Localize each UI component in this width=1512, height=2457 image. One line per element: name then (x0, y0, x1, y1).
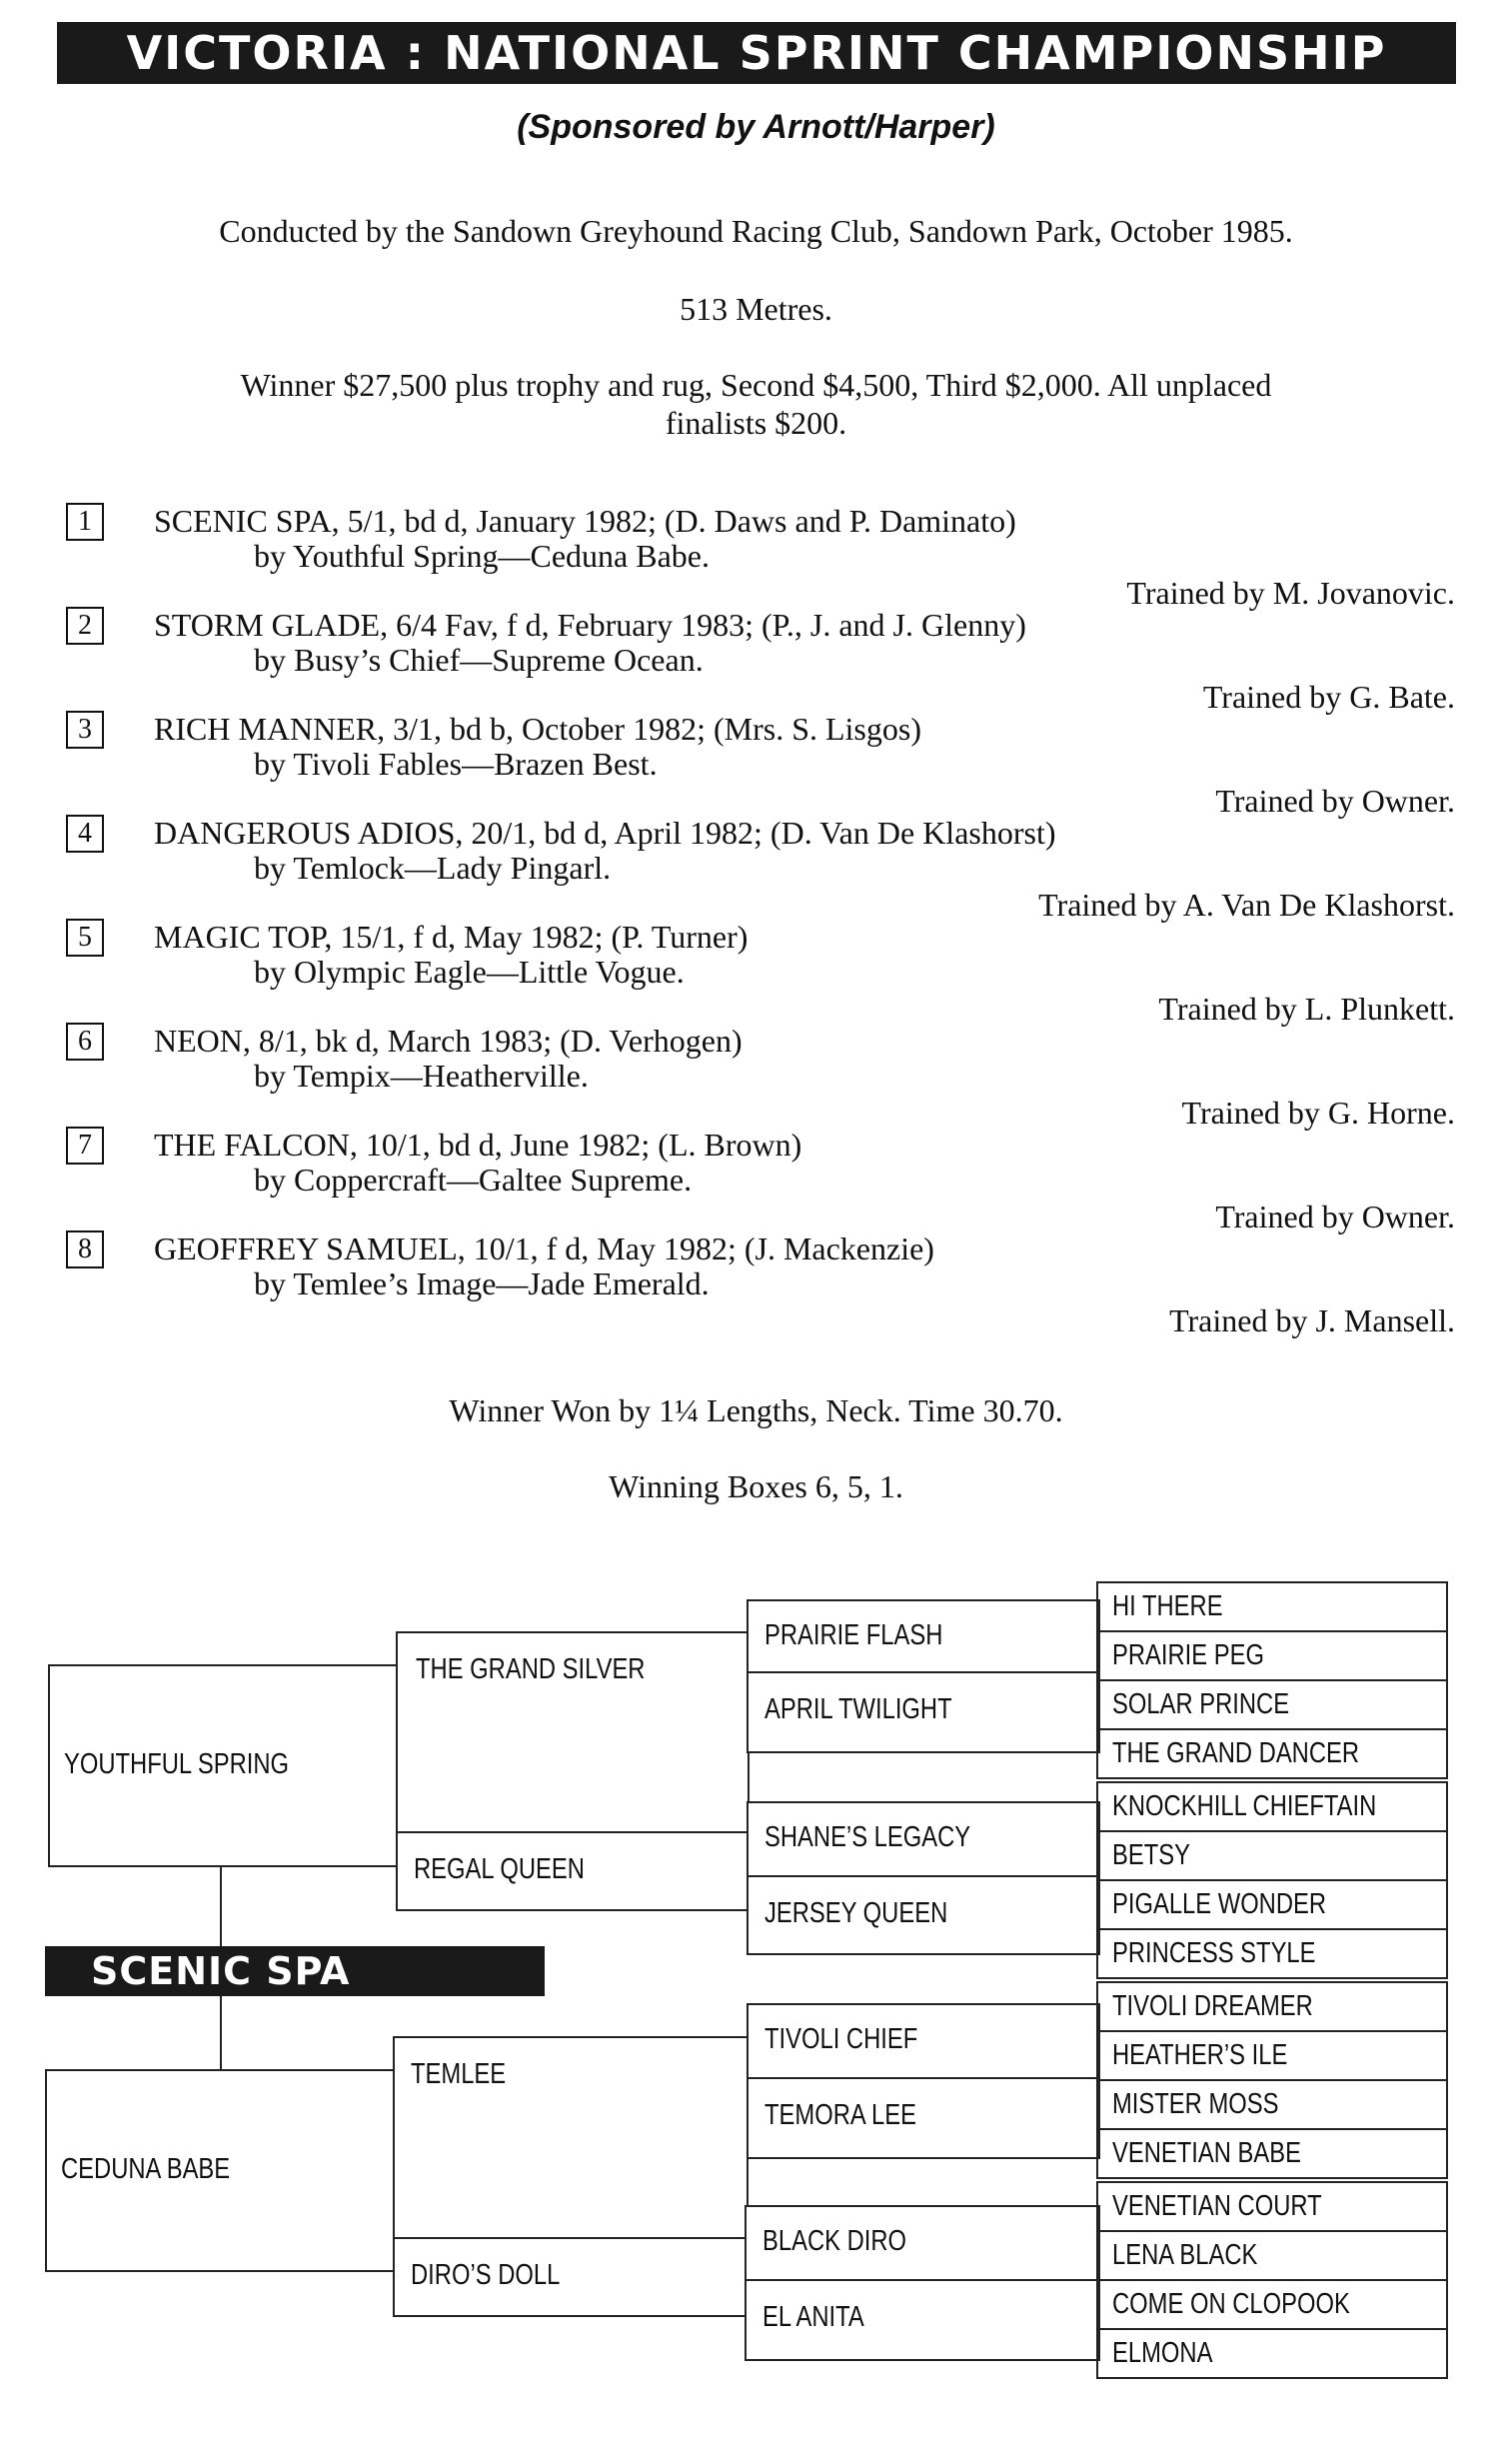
pedigree-gen3-name: EL ANITA (762, 2301, 864, 2333)
pedigree-gen4-box (1096, 2128, 1448, 2179)
entry-7 (66, 1127, 1455, 1234)
entry-5 (66, 919, 1455, 1027)
pedigree-gen4-name: SOLAR PRINCE (1112, 1688, 1290, 1720)
pedigree-gen2-box (393, 2237, 749, 2317)
pedigree-gen3-box (745, 2205, 1100, 2281)
pedigree-gen4-name: LENA BLACK (1112, 2239, 1258, 2271)
entry-trainer: Trained by Owner. (1215, 783, 1455, 819)
entry-1 (66, 503, 1455, 611)
entry-breeding: by Youthful Spring—Ceduna Babe. (254, 538, 710, 574)
pedigree-gen3-box (745, 2279, 1100, 2361)
pedigree-gen4-name: THE GRAND DANCER (1112, 1737, 1360, 1769)
pedigree-gen3-box (747, 1599, 1100, 1673)
entry-breeding: by Tempix—Heatherville. (254, 1058, 589, 1094)
pedigree-gen4-box (1096, 1679, 1448, 1730)
pedigree-gen4-name: ELMONA (1112, 2337, 1213, 2369)
pedigree-dam-box (45, 2069, 395, 2272)
entry-box-number: 4 (66, 815, 104, 853)
pedigree-gen4-name: VENETIAN COURT (1112, 2190, 1322, 2222)
result-margins: Winner Won by 1¼ Lengths, Neck. Time 30.70. (449, 1392, 1063, 1428)
prizes-line-2: finalists $200. (665, 405, 847, 441)
pedigree-gen2-dam: REGAL QUEEN (414, 1853, 585, 1885)
pedigree-gen2-sire: THE GRAND SILVER (416, 1653, 646, 1685)
entry-breeding: by Olympic Eagle—Little Vogue. (254, 954, 685, 990)
pedigree-gen4-box (1096, 1781, 1448, 1832)
entry-6 (66, 1023, 1455, 1131)
entry-4 (66, 815, 1455, 923)
pedigree-gen4-name: BETSY (1112, 1839, 1190, 1871)
pedigree-gen4-box (1096, 2030, 1448, 2081)
pedigree-gen4-name: COME ON CLOPOOK (1112, 2288, 1350, 2320)
pedigree-gen4-box (1096, 2230, 1448, 2281)
entry-box-number: 6 (66, 1023, 104, 1061)
entry-box-number: 5 (66, 919, 104, 957)
pedigree-gen4-name: VENETIAN BABE (1112, 2137, 1301, 2169)
pedigree-gen4-box (1096, 2328, 1448, 2379)
pedigree-sire-box (48, 1664, 398, 1867)
entry-box-number: 1 (66, 503, 104, 541)
pedigree-gen2-box (396, 1831, 750, 1911)
pedigree-gen4-box (1096, 1879, 1448, 1930)
distance-line: 513 Metres. (680, 291, 832, 327)
pedigree-gen4-name: HI THERE (1112, 1590, 1223, 1622)
pedigree-gen3-name: APRIL TWILIGHT (764, 1693, 952, 1725)
entry-trainer: Trained by A. Van De Klashorst. (1038, 887, 1455, 923)
entry-breeding: by Temlock—Lady Pingarl. (254, 850, 612, 886)
prizes-line-1: Winner $27,500 plus trophy and rug, Second $4,500, Third $2,000. All unplaced (240, 367, 1272, 403)
winning-boxes: Winning Boxes 6, 5, 1. (609, 1468, 903, 1504)
pedigree-subject: SCENIC SPA (45, 1946, 545, 1996)
pedigree-connector (220, 1996, 222, 2071)
pedigree-gen4-name: KNOCKHILL CHIEFTAIN (1112, 1790, 1377, 1822)
pedigree-dam: CEDUNA BABE (61, 2153, 231, 2185)
entry-breeding: by Busy’s Chief—Supreme Ocean. (254, 642, 704, 678)
pedigree-sire: YOUTHFUL SPRING (64, 1748, 290, 1780)
entry-8 (66, 1230, 1455, 1338)
pedigree-gen4-name: PRINCESS STYLE (1112, 1937, 1316, 1969)
pedigree-gen4-name: TIVOLI DREAMER (1112, 1990, 1313, 2022)
entry-details: GEOFFREY SAMUEL, 10/1, f d, May 1982; (J. Mackenzie) (154, 1230, 934, 1266)
entry-details: DANGEROUS ADIOS, 20/1, bd d, April 1982; (D. Van De Klashorst) (154, 815, 1056, 851)
sponsor-line: (Sponsored by Arnott/Harper) (517, 108, 995, 146)
entry-3 (66, 711, 1455, 819)
pedigree-gen3-box (747, 1875, 1100, 1955)
entry-trainer: Trained by J. Mansell. (1169, 1302, 1455, 1338)
pedigree-gen3-box (747, 2077, 1100, 2159)
entry-trainer: Trained by M. Jovanovic. (1126, 575, 1455, 611)
pedigree-connector (220, 1865, 222, 1946)
pedigree-gen4-box (1096, 1581, 1448, 1632)
entry-trainer: Trained by Owner. (1215, 1199, 1455, 1234)
pedigree-gen4-box (1096, 2279, 1448, 2330)
pedigree-gen2-box (393, 2036, 749, 2239)
pedigree-gen4-box (1096, 1928, 1448, 1979)
entry-box-number: 2 (66, 607, 104, 645)
entry-details: SCENIC SPA, 5/1, bd d, January 1982; (D. Daws and P. Daminato) (154, 503, 1016, 539)
pedigree-gen4-name: PIGALLE WONDER (1112, 1888, 1327, 1920)
entry-breeding: by Coppercraft—Galtee Supreme. (254, 1162, 693, 1198)
pedigree-gen4-name: PRAIRIE PEG (1112, 1639, 1264, 1671)
page-title: VICTORIA : NATIONAL SPRINT CHAMPIONSHIP (57, 22, 1456, 84)
entry-details: NEON, 8/1, bk d, March 1983; (D. Verhogen) (154, 1023, 743, 1059)
pedigree-gen3-name: SHANE’S LEGACY (764, 1821, 971, 1853)
pedigree-gen4-box (1096, 1630, 1448, 1681)
pedigree-gen3-name: JERSEY QUEEN (764, 1897, 948, 1929)
entry-details: MAGIC TOP, 15/1, f d, May 1982; (P. Turner) (154, 919, 749, 955)
pedigree-gen3-box (747, 2003, 1100, 2079)
pedigree-gen3-name: TIVOLI CHIEF (764, 2023, 918, 2055)
pedigree-gen4-name: MISTER MOSS (1112, 2088, 1279, 2120)
entry-breeding: by Tivoli Fables—Brazen Best. (254, 746, 658, 782)
pedigree-gen4-name: HEATHER’S ILE (1112, 2039, 1288, 2071)
entry-details: STORM GLADE, 6/4 Fav, f d, February 1983; (P., J. and J. Glenny) (154, 607, 1026, 643)
pedigree-gen2-sire: TEMLEE (411, 2058, 507, 2090)
entry-box-number: 3 (66, 711, 104, 749)
entry-2 (66, 607, 1455, 715)
entry-details: THE FALCON, 10/1, bd d, June 1982; (L. Brown) (154, 1127, 802, 1163)
conducted-line: Conducted by the Sandown Greyhound Racing Club, Sandown Park, October 1985. (219, 213, 1293, 249)
entry-trainer: Trained by G. Horne. (1181, 1095, 1455, 1131)
entry-box-number: 8 (66, 1230, 104, 1268)
pedigree-gen2-dam: DIRO’S DOLL (411, 2259, 561, 2291)
pedigree-gen3-name: BLACK DIRO (762, 2225, 907, 2257)
entry-box-number: 7 (66, 1127, 104, 1165)
pedigree-gen2-top-box (396, 1631, 750, 1833)
entry-trainer: Trained by L. Plunkett. (1158, 991, 1455, 1027)
pedigree-gen3-box (747, 1671, 1100, 1753)
pedigree-gen4-box (1096, 1830, 1448, 1881)
pedigree-gen4-box (1096, 2181, 1448, 2232)
entry-details: RICH MANNER, 3/1, bd b, October 1982; (Mrs. S. Lisgos) (154, 711, 921, 747)
pedigree-gen3-box (747, 1801, 1100, 1877)
pedigree-gen4-box (1096, 1981, 1448, 2032)
pedigree-gen3-name: PRAIRIE FLASH (764, 1619, 943, 1651)
pedigree-gen4-box (1096, 2079, 1448, 2130)
pedigree-gen3-name: TEMORA LEE (764, 2099, 916, 2131)
pedigree-gen4-box (1096, 1728, 1448, 1779)
entry-trainer: Trained by G. Bate. (1202, 679, 1455, 715)
entry-breeding: by Temlee’s Image—Jade Emerald. (254, 1265, 710, 1301)
